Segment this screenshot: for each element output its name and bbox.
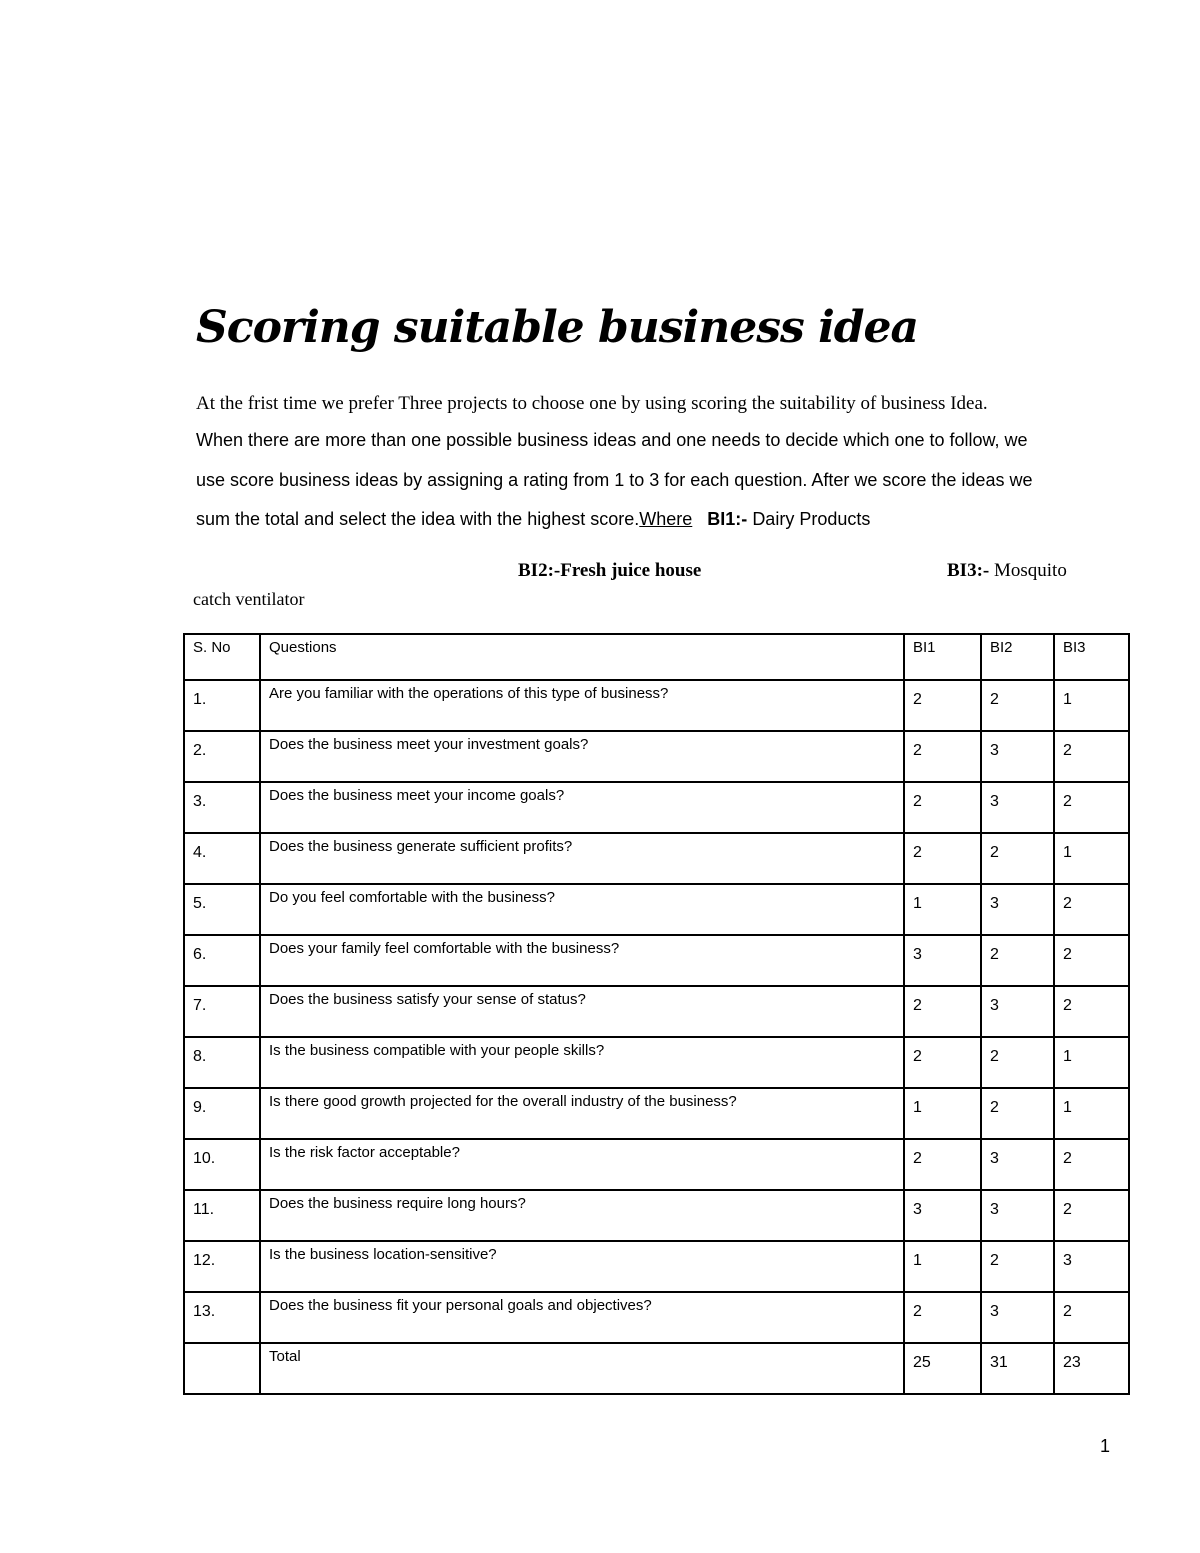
row-score-bi2: 2	[981, 935, 1054, 986]
total-row	[184, 1343, 1129, 1394]
page-number: 1	[1100, 1436, 1111, 1456]
row-score-bi1: 3	[904, 935, 981, 986]
row-score-bi2: 2	[981, 1037, 1054, 1088]
row-number: 7.	[184, 986, 260, 1037]
row-score-bi3: 2	[1054, 1139, 1129, 1190]
header-bi1: BI1	[904, 634, 981, 680]
intro-line-4-text: sum the total and select the idea with the highest score.	[196, 509, 640, 529]
total-bi3: 23	[1054, 1343, 1129, 1394]
bi2-label: BI2:-	[518, 560, 561, 581]
row-score-bi2: 2	[981, 680, 1054, 731]
row-score-bi2: 3	[981, 884, 1054, 935]
row-number: 5.	[184, 884, 260, 935]
row-question: Does the business generate sufficient profits?	[260, 833, 904, 884]
row-score-bi2: 3	[981, 986, 1054, 1037]
row-score-bi1: 2	[904, 1139, 981, 1190]
row-score-bi2: 3	[981, 1139, 1054, 1190]
row-question: Does the business satisfy your sense of status?	[260, 986, 904, 1037]
row-question: Is the business compatible with your people skills?	[260, 1037, 904, 1088]
row-score-bi2: 2	[981, 1241, 1054, 1292]
intro-line-1: At the frist time we prefer Three projects to choose one by using scoring the suitability of business Idea.	[196, 393, 988, 414]
row-question: Is the risk factor acceptable?	[260, 1139, 904, 1190]
scoring-table	[183, 633, 1130, 1395]
table-row	[184, 1190, 1129, 1241]
row-question: Does the business fit your personal goals and objectives?	[260, 1292, 904, 1343]
table-row	[184, 680, 1129, 731]
row-score-bi3: 3	[1054, 1241, 1129, 1292]
row-score-bi1: 1	[904, 1088, 981, 1139]
table-row	[184, 1292, 1129, 1343]
row-question: Do you feel comfortable with the business?	[260, 884, 904, 935]
table-header-row	[184, 634, 1129, 680]
table-row	[184, 935, 1129, 986]
table-row	[184, 884, 1129, 935]
row-question: Is there good growth projected for the overall industry of the business?	[260, 1088, 904, 1139]
row-score-bi2: 3	[981, 731, 1054, 782]
total-bi2: 31	[981, 1343, 1054, 1394]
row-number: 3.	[184, 782, 260, 833]
row-score-bi1: 2	[904, 782, 981, 833]
intro-line-4	[196, 509, 870, 530]
bi1-label: BI1:-	[707, 509, 748, 529]
row-number: 10.	[184, 1139, 260, 1190]
row-score-bi1: 3	[904, 1190, 981, 1241]
header-sno: S. No	[184, 634, 260, 680]
row-number: 2.	[184, 731, 260, 782]
row-score-bi3: 2	[1054, 731, 1129, 782]
row-number: 8.	[184, 1037, 260, 1088]
bi3-label: BI3:-	[947, 560, 990, 581]
row-score-bi3: 1	[1054, 1088, 1129, 1139]
total-number	[184, 1343, 260, 1394]
row-score-bi3: 2	[1054, 884, 1129, 935]
row-score-bi2: 2	[981, 833, 1054, 884]
intro-line-3: use score business ideas by assigning a rating from 1 to 3 for each question. After we score the ideas we	[196, 470, 1033, 490]
table-row	[184, 833, 1129, 884]
header-questions: Questions	[260, 634, 904, 680]
where-label: Where	[639, 509, 693, 529]
row-score-bi3: 2	[1054, 1292, 1129, 1343]
document-title: Scoring suitable business idea	[196, 302, 919, 353]
row-score-bi2: 3	[981, 1292, 1054, 1343]
row-score-bi1: 2	[904, 731, 981, 782]
row-score-bi3: 2	[1054, 935, 1129, 986]
row-score-bi3: 1	[1054, 1037, 1129, 1088]
row-question: Does the business meet your income goals?	[260, 782, 904, 833]
row-score-bi1: 2	[904, 1292, 981, 1343]
table-row	[184, 731, 1129, 782]
table-row	[184, 1139, 1129, 1190]
row-score-bi3: 2	[1054, 986, 1129, 1037]
row-score-bi3: 1	[1054, 680, 1129, 731]
row-score-bi3: 2	[1054, 1190, 1129, 1241]
row-question: Does the business require long hours?	[260, 1190, 904, 1241]
row-number: 13.	[184, 1292, 260, 1343]
row-score-bi1: 1	[904, 884, 981, 935]
table-row	[184, 1088, 1129, 1139]
row-score-bi3: 1	[1054, 833, 1129, 884]
row-score-bi2: 3	[981, 782, 1054, 833]
row-number: 11.	[184, 1190, 260, 1241]
row-question: Is the business location-sensitive?	[260, 1241, 904, 1292]
row-score-bi1: 2	[904, 833, 981, 884]
row-score-bi1: 2	[904, 1037, 981, 1088]
total-label: Total	[260, 1343, 904, 1394]
row-score-bi1: 2	[904, 986, 981, 1037]
table-row	[184, 782, 1129, 833]
row-score-bi1: 2	[904, 680, 981, 731]
header-bi2: BI2	[981, 634, 1054, 680]
row-number: 4.	[184, 833, 260, 884]
bi2-name: Fresh juice house	[560, 560, 702, 581]
table-row	[184, 986, 1129, 1037]
row-number: 1.	[184, 680, 260, 731]
bi1-name: Dairy Products	[752, 509, 871, 529]
row-score-bi3: 2	[1054, 782, 1129, 833]
table-row	[184, 1037, 1129, 1088]
row-question: Are you familiar with the operations of this type of business?	[260, 680, 904, 731]
bi3-name: Mosquito	[993, 560, 1067, 581]
intro-line-2: When there are more than one possible business ideas and one needs to decide which one to follow, we	[196, 430, 1028, 450]
total-bi1: 25	[904, 1343, 981, 1394]
row-number: 6.	[184, 935, 260, 986]
table-row	[184, 1241, 1129, 1292]
row-number: 12.	[184, 1241, 260, 1292]
bi3-name-continued: catch ventilator	[193, 589, 305, 609]
header-bi3: BI3	[1054, 634, 1129, 680]
row-question: Does the business meet your investment goals?	[260, 731, 904, 782]
bi3-definition	[947, 560, 1067, 582]
row-score-bi1: 1	[904, 1241, 981, 1292]
row-question: Does your family feel comfortable with the business?	[260, 935, 904, 986]
row-number: 9.	[184, 1088, 260, 1139]
bi2-definition	[518, 560, 701, 582]
row-score-bi2: 2	[981, 1088, 1054, 1139]
row-score-bi2: 3	[981, 1190, 1054, 1241]
